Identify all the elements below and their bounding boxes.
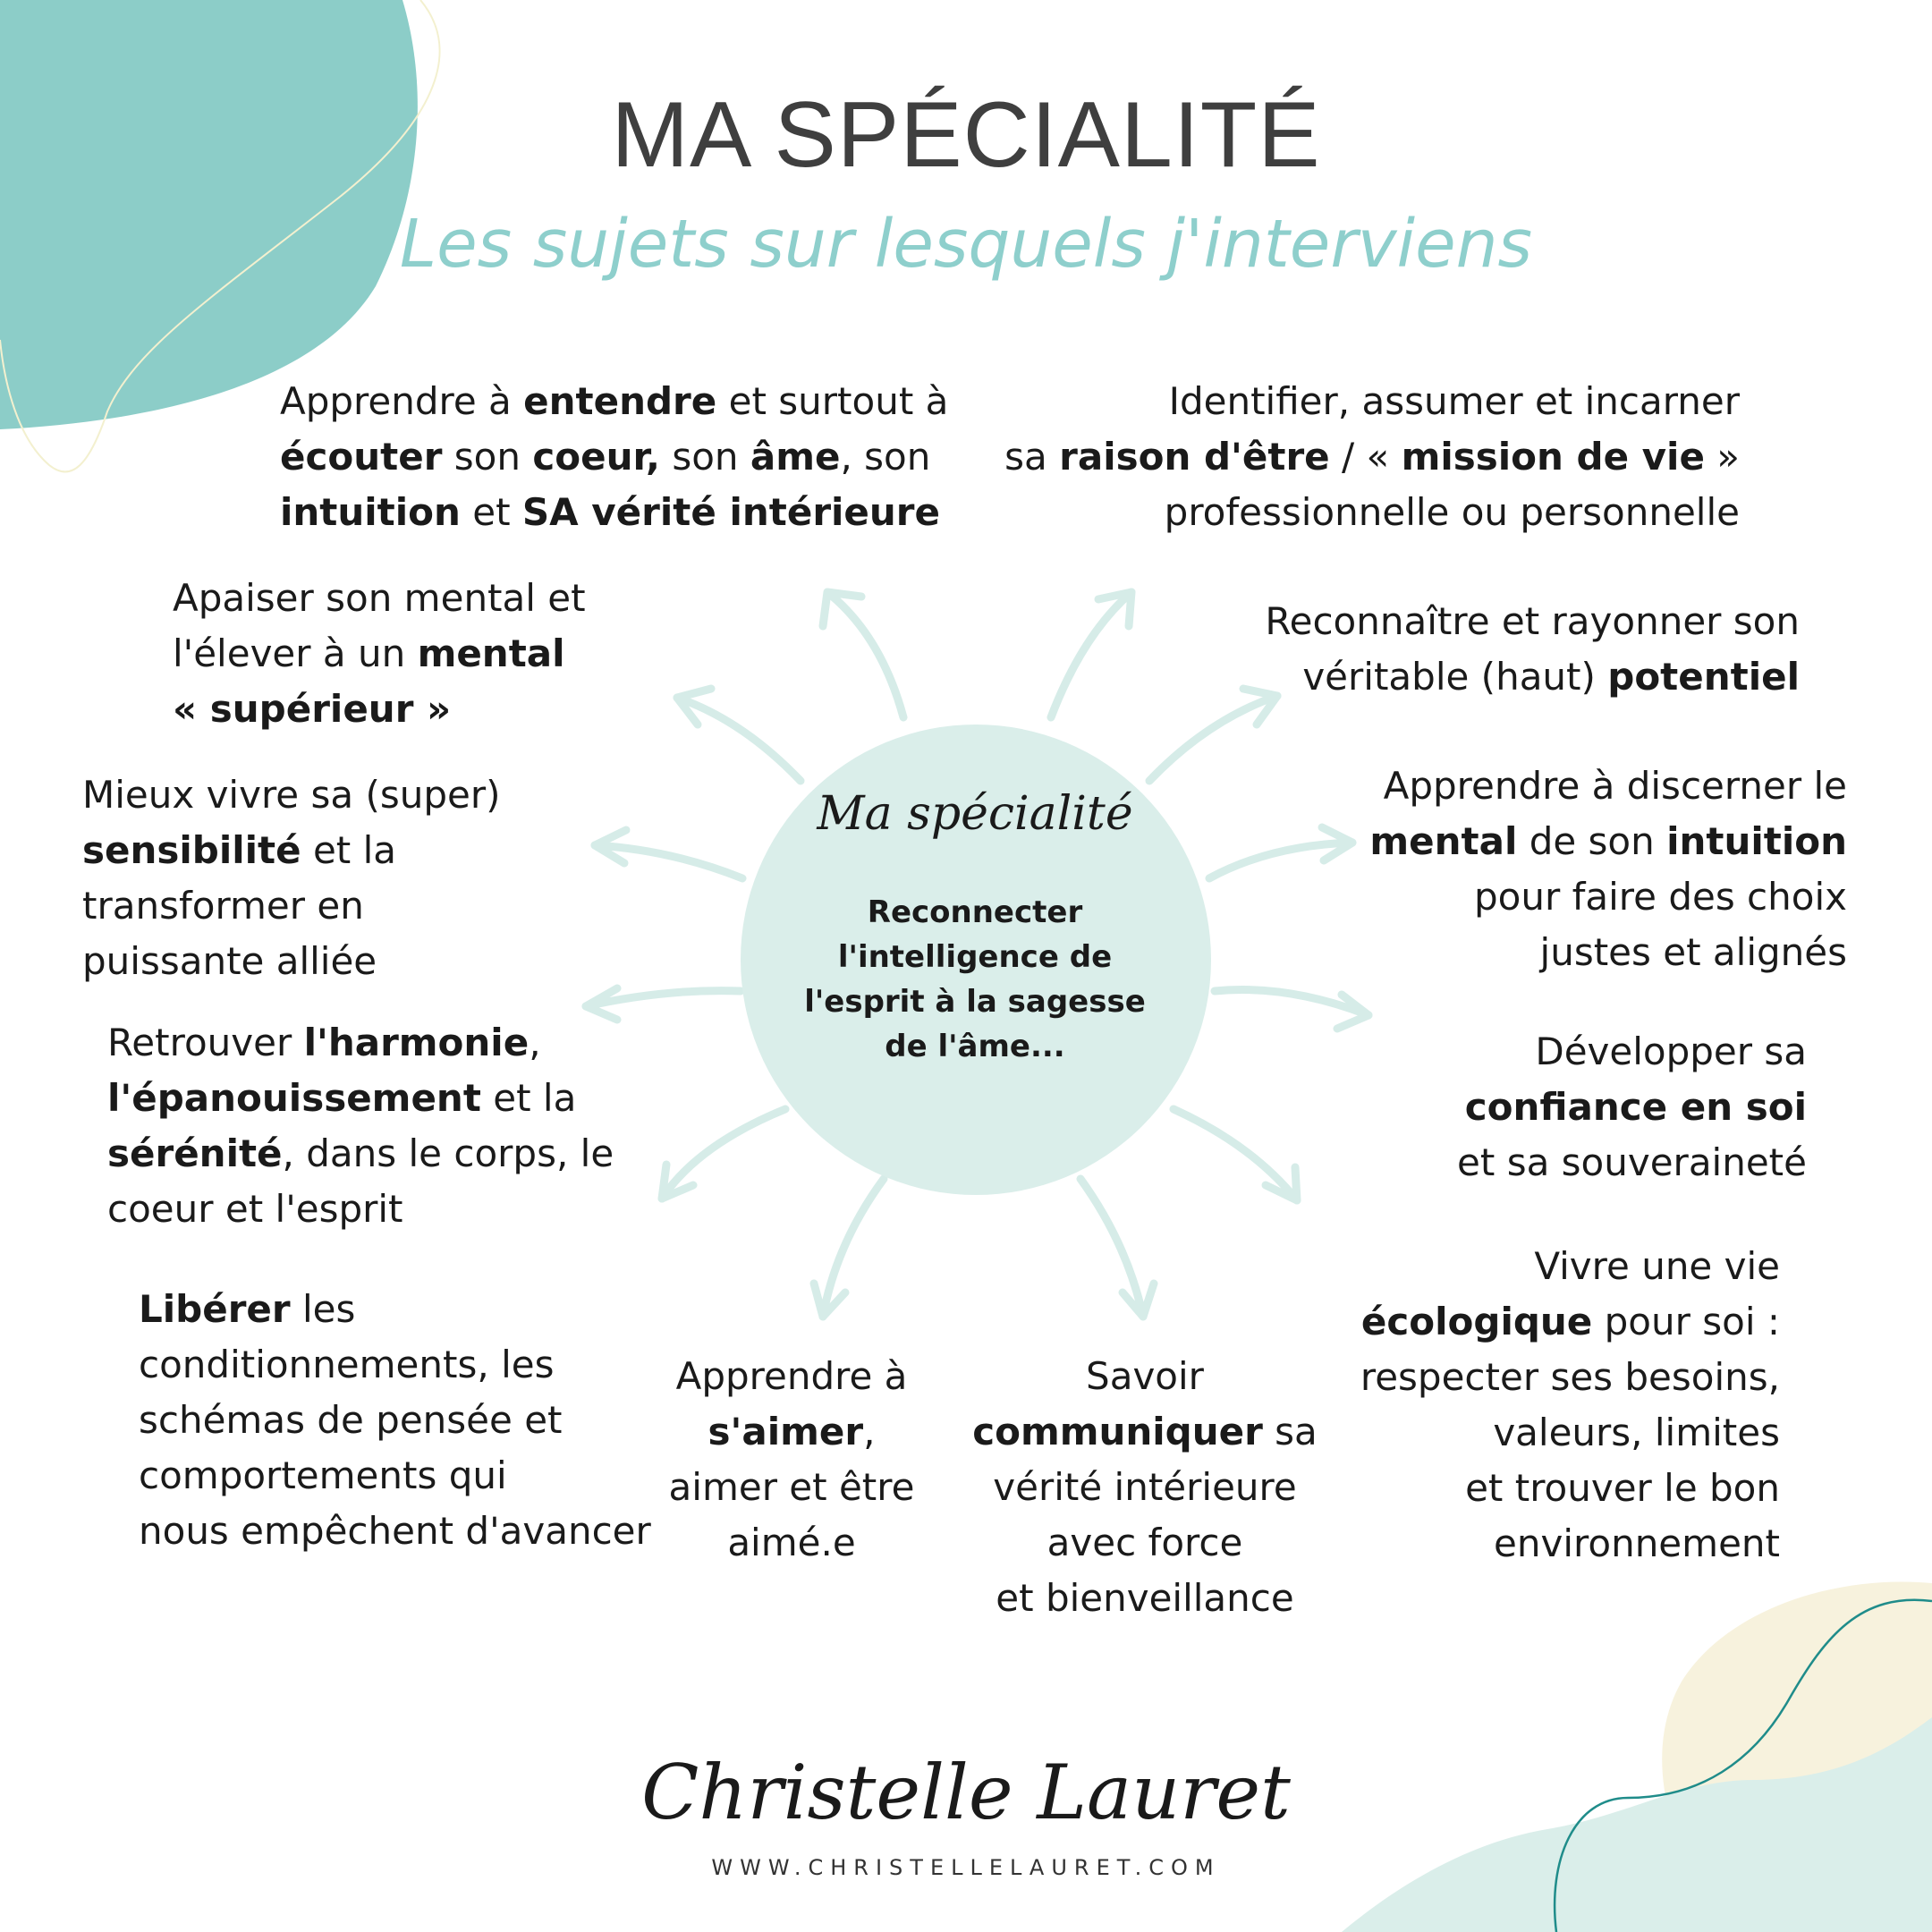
topic-text: les [290,1287,356,1331]
topic-line [1252,925,1847,980]
topic-line [1342,1239,1780,1294]
topic-text: aimer et être [668,1465,915,1509]
topic-text: / « [1329,435,1402,479]
arrow-down-left [814,1179,884,1317]
topic-communiquer [957,1349,1333,1626]
topic-text: » [1704,435,1740,479]
topic-text: Identifier, assumer et incarner [1168,379,1740,423]
topic-line [82,823,501,878]
topic-bold-text: sérénité [107,1131,283,1175]
topic-line [139,1282,651,1337]
topic-line [984,374,1740,429]
topic-bold-text: mental [417,631,565,675]
signature: Christelle Lauret [641,1749,1291,1836]
arrow-left-middle [595,830,742,878]
topic-line [653,1404,930,1460]
topic-text: Apprendre à discerner le [1383,764,1847,808]
topic-line [139,1337,651,1393]
topic-text: coeur et l'esprit [107,1187,403,1231]
topic-text: professionnelle ou personnelle [1164,490,1740,534]
topic-line [1342,1135,1807,1191]
topic-line [653,1515,930,1571]
topic-raison-d-etre [984,374,1740,540]
topic-bold-text: intuition [280,490,461,534]
topic-line [280,374,948,429]
topic-line [173,571,586,626]
arrow-right-lower [1215,990,1368,1029]
topic-text: vérité intérieure [993,1465,1297,1509]
topic-text: , son [840,435,931,479]
topic-bold-text: mental [1369,819,1518,863]
topic-discerner-intuition [1252,758,1847,980]
topic-harmonie [107,1015,614,1237]
arrow-down-right-far [1174,1109,1297,1200]
topic-text: Reconnaître et rayonner son [1265,599,1800,643]
topic-text: Vivre une vie [1534,1244,1780,1288]
topic-line [107,1015,614,1071]
topic-text: pour soi : [1592,1300,1780,1343]
topic-text: Apaiser son mental et [173,576,586,620]
topic-text: Développer sa [1535,1030,1807,1073]
topic-line [1252,814,1847,869]
topic-text: et sa souveraineté [1457,1140,1807,1184]
topic-bold-text: écologique [1360,1300,1593,1343]
topic-text: véritable (haut) [1302,655,1608,699]
topic-text: l'élever à un [173,631,418,675]
topic-text: respecter ses besoins, [1360,1355,1780,1399]
topic-bold-text: Libérer [139,1287,291,1331]
page-subtitle: Les sujets sur lesquels j'interviens [399,206,1533,283]
topic-line [653,1460,930,1515]
topic-text: et la [480,1076,577,1120]
topic-bold-text: âme [750,435,841,479]
topic-text: , [863,1410,876,1453]
topic-bold-text: mission de vie [1401,435,1705,479]
topic-text: comportements qui [139,1453,507,1497]
topic-line [957,1460,1333,1515]
topic-bold-text: intuition [1666,819,1847,863]
website-link[interactable]: WWW.CHRISTELLELAURET.COM [711,1855,1221,1880]
topic-line [984,485,1740,540]
topic-line [82,767,501,823]
topic-bold-text: confiance en soi [1464,1085,1807,1129]
topic-text: et [460,490,522,534]
topic-bold-text: communiquer [972,1410,1263,1453]
topic-line [107,1126,614,1182]
topic-line [107,1182,614,1237]
topic-line [1252,869,1847,925]
topic-bold-text: sensibilité [82,828,301,872]
topic-text: , [529,1021,541,1064]
topic-bold-text: entendre [523,379,717,423]
topic-bold-text: coeur, [532,435,660,479]
topic-text: aimé.e [727,1521,856,1564]
center-script-label: Ma spécialité [817,787,1133,841]
topic-line [139,1448,651,1504]
page-title: MA SPÉCIALITÉ [611,83,1321,187]
topic-line [957,1571,1333,1626]
arrow-left-upper [677,689,801,781]
arrow-down-left-far [662,1109,785,1199]
topic-line [653,1349,930,1404]
topic-text: puissante alliée [82,939,377,983]
topic-text: Apprendre à [280,379,524,423]
topic-text: Apprendre à [675,1354,908,1398]
topic-text: pour faire des choix [1474,875,1847,919]
topic-line [139,1504,651,1559]
topic-text: conditionnements, les [139,1343,555,1386]
topic-line [1073,649,1800,705]
topic-bold-text: s'aimer [708,1410,864,1453]
topic-line [173,682,586,737]
topic-line [280,485,948,540]
topic-line [1342,1350,1780,1405]
topic-text: son [659,435,750,479]
topic-bold-text: potentiel [1607,655,1800,699]
topic-text: sa [1004,435,1060,479]
topic-line [1342,1294,1780,1350]
topic-text: son [442,435,533,479]
topic-bold-text: raison d'être [1059,435,1330,479]
topic-confiance-en-soi [1342,1024,1807,1191]
topic-sensibilite [82,767,501,989]
topic-text: Mieux vivre sa (super) [82,773,501,817]
topic-text: avec force [1046,1521,1243,1564]
topic-text: environnement [1494,1521,1780,1565]
topic-line [957,1349,1333,1404]
topic-text: valeurs, limites [1493,1411,1780,1454]
topic-text: nous empêchent d'avancer [139,1509,651,1553]
topic-vie-ecologique [1342,1239,1780,1572]
topic-line [1342,1516,1780,1572]
topic-potentiel [1073,594,1800,705]
center-text: Reconnecter l'intelligence de l'esprit à la sagesse de l'âme... [804,894,1146,1064]
topic-text: justes et alignés [1539,930,1847,974]
topic-text: , dans le corps, le [282,1131,614,1175]
topic-text: Savoir [1086,1354,1204,1398]
topic-line [82,878,501,934]
topic-line [280,429,948,485]
topic-text: transformer en [82,884,364,928]
topic-line [1342,1080,1807,1135]
topic-bold-text: l'harmonie [303,1021,530,1064]
topic-bold-text: SA vérité intérieure [521,490,941,534]
topic-line [1073,594,1800,649]
topic-line [957,1404,1333,1460]
topic-line [139,1393,651,1448]
topic-line [1252,758,1847,814]
topic-line [1342,1024,1807,1080]
topic-text: Retrouver [107,1021,304,1064]
topic-line [107,1071,614,1126]
topic-text: et la [301,828,397,872]
arrow-up-left [823,592,903,717]
topic-bold-text: « supérieur » [173,687,452,731]
topic-text: schémas de pensée et [139,1398,563,1442]
topic-mental-superieur [173,571,586,737]
arrow-down-right [1080,1179,1154,1317]
topic-line [1342,1405,1780,1461]
topic-line [82,934,501,989]
topic-s-aimer [653,1349,930,1571]
topic-liberer-conditionnements [139,1282,651,1559]
topic-bold-text: écouter [280,435,443,479]
topic-entendre-coeur [280,374,948,540]
topic-line [957,1515,1333,1571]
topic-text: sa [1262,1410,1318,1453]
topic-text: et trouver le bon [1465,1466,1780,1510]
topic-line [1342,1461,1780,1516]
topic-text: et bienveillance [996,1576,1294,1620]
topic-text: de son [1517,819,1667,863]
topic-line [173,626,586,682]
topic-line [984,429,1740,485]
topic-bold-text: l'épanouissement [107,1076,481,1120]
topic-text: et surtout à [716,379,949,423]
